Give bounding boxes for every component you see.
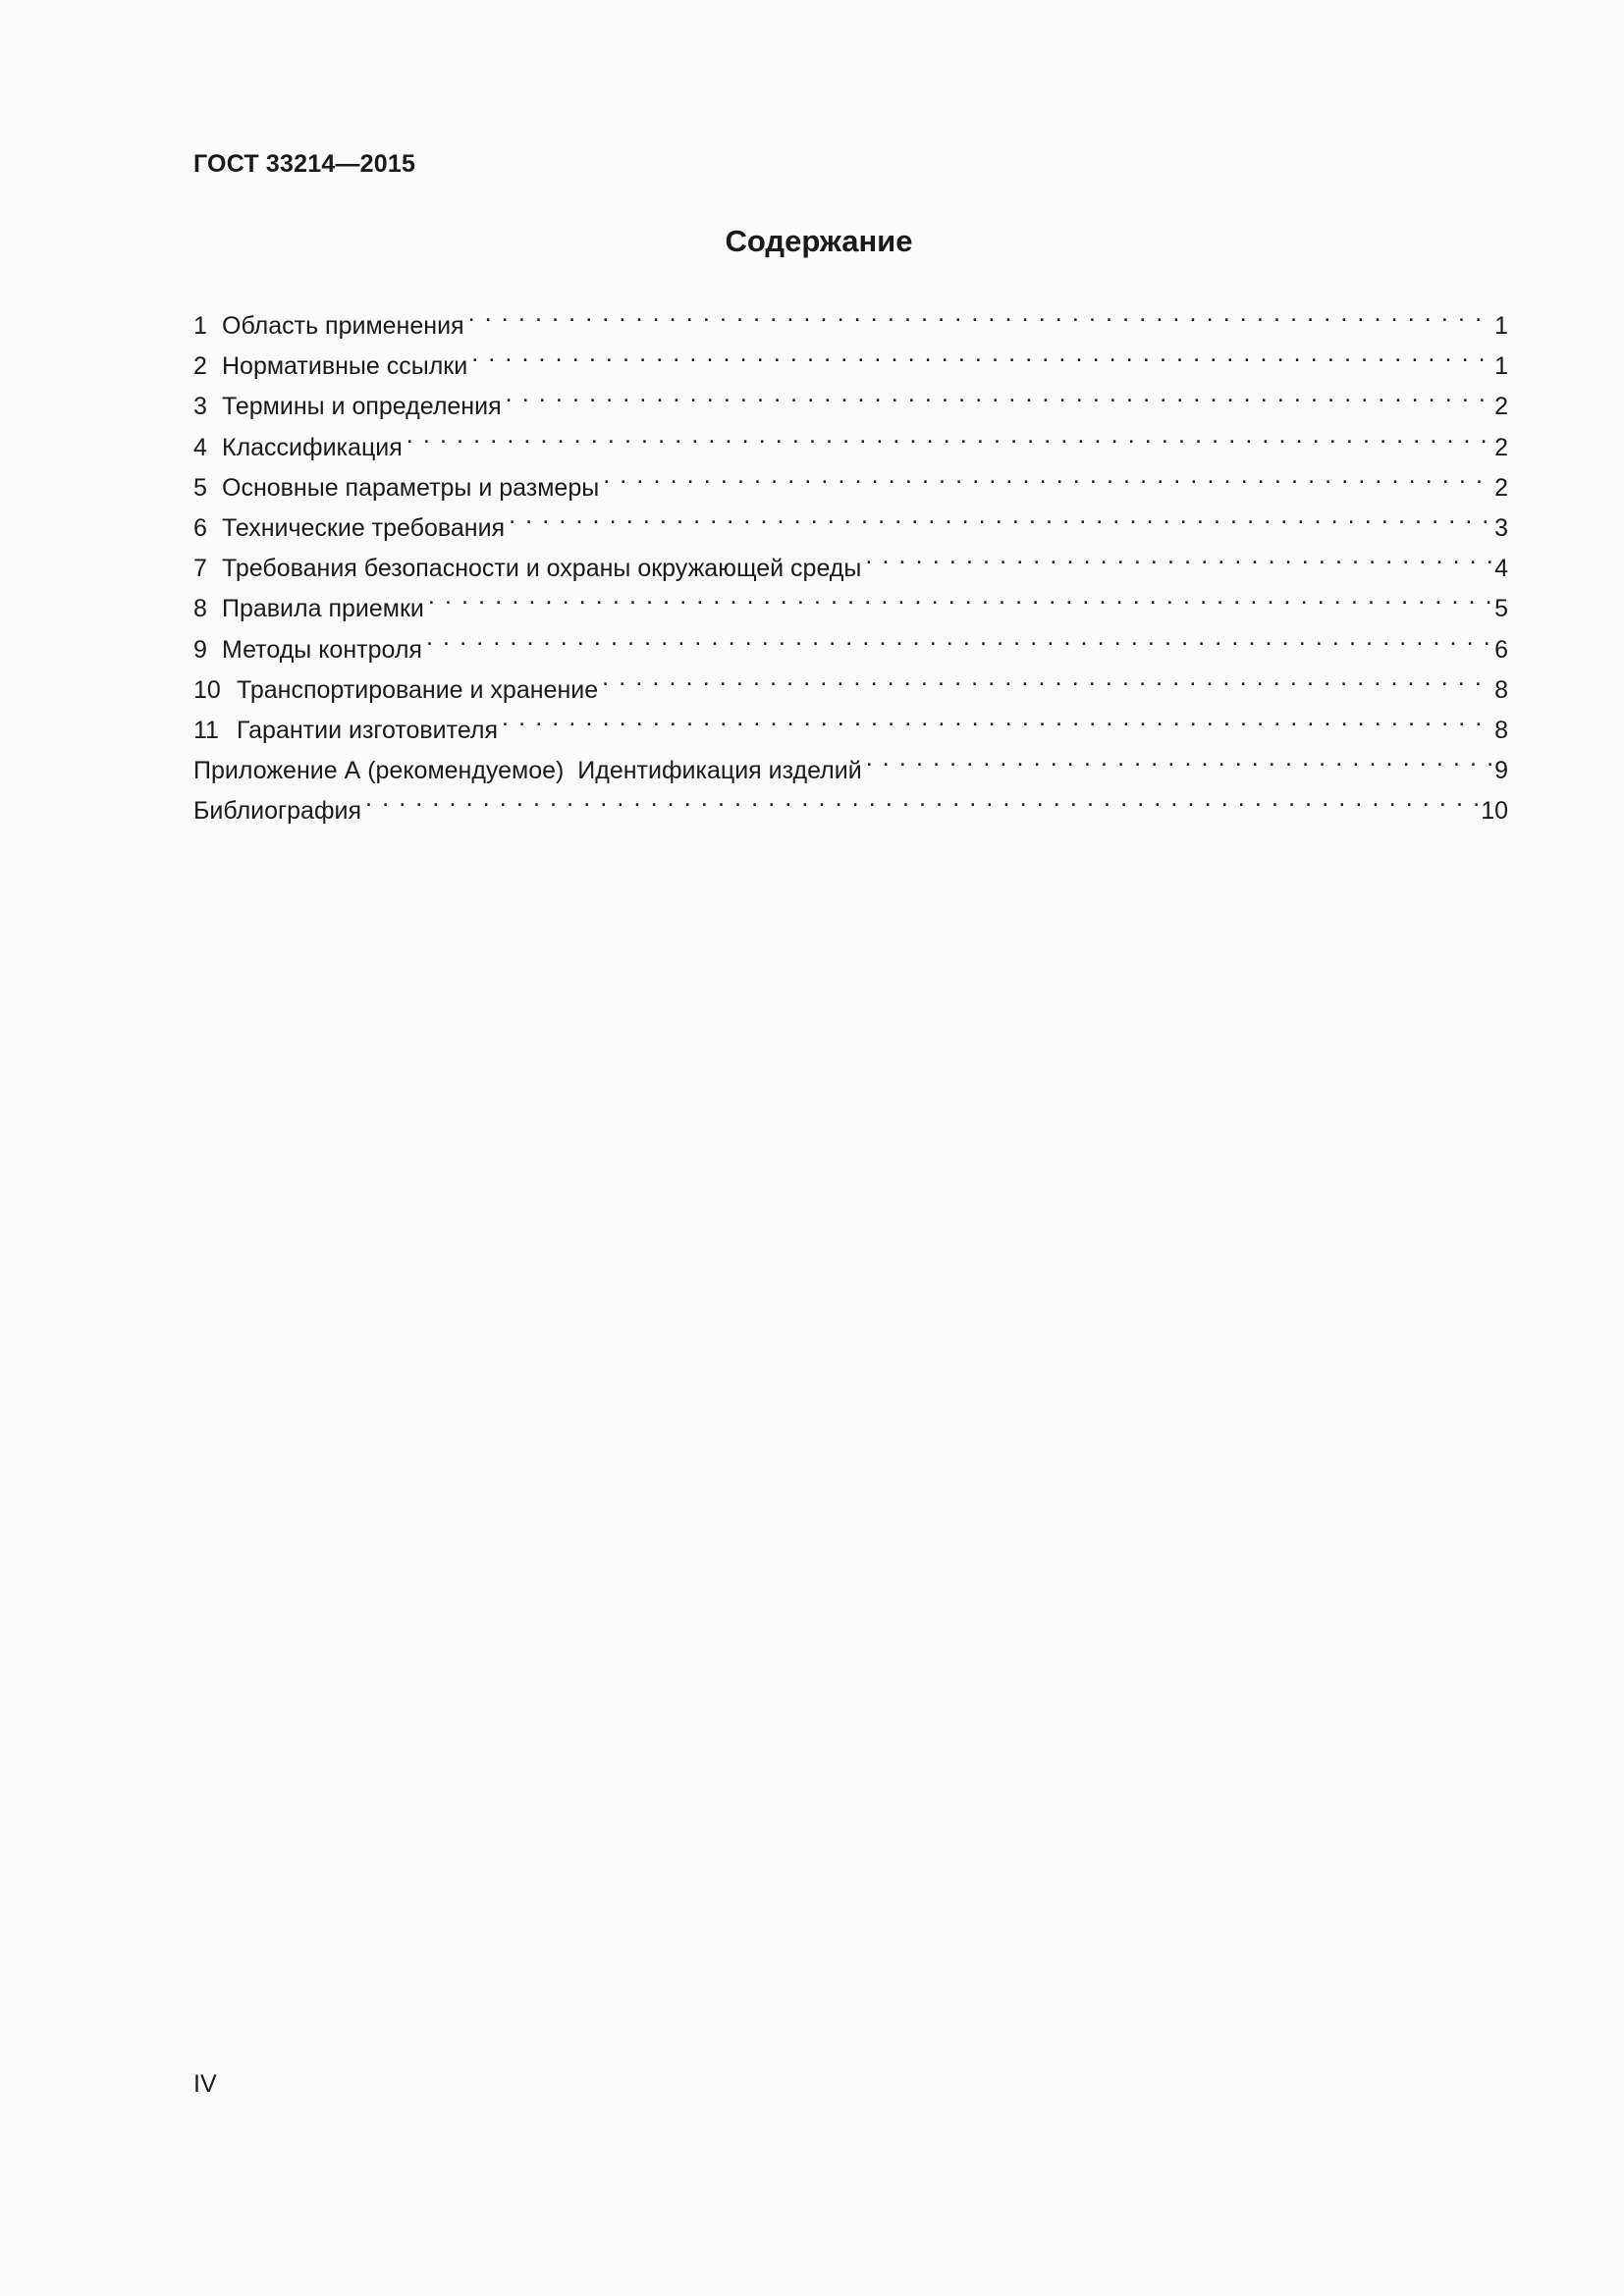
toc-item-label: Транспортирование и хранение [237, 675, 599, 704]
toc-leader-dots [502, 698, 1492, 738]
page-number: IV [193, 2070, 217, 2098]
toc-leader-dots [865, 536, 1492, 576]
toc-item-page: 3 [1494, 513, 1508, 542]
toc-leader-dots [603, 455, 1492, 496]
toc-leader-dots [509, 496, 1492, 536]
table-of-contents [193, 294, 1508, 826]
toc-item-label: Термины и определения [222, 393, 502, 421]
toc-item-number: 11 [193, 716, 219, 744]
toc-item-scope[interactable] [193, 294, 1508, 340]
toc-item-number: 6 [193, 513, 207, 542]
toc-item-page: 4 [1494, 555, 1508, 583]
toc-item-page: 2 [1494, 473, 1508, 502]
toc-item-number: 7 [193, 555, 207, 583]
toc-item-page: 2 [1494, 393, 1508, 421]
toc-item-number: 1 [193, 312, 207, 340]
toc-leader-dots [426, 617, 1492, 658]
toc-item-label: Гарантии изготовителя [237, 716, 499, 744]
toc-title: Содержание [725, 224, 913, 258]
toc-item-page: 1 [1494, 312, 1508, 340]
toc-leader-dots [506, 374, 1492, 414]
document-code: ГОСТ 33214—2015 [193, 150, 416, 178]
toc-item-page: 2 [1494, 433, 1508, 461]
toc-item-page: 5 [1494, 595, 1508, 623]
toc-leader-dots [866, 738, 1492, 778]
toc-leader-dots [602, 658, 1492, 698]
toc-item-label: Библиография [193, 797, 362, 826]
toc-item-number: 5 [193, 473, 207, 502]
toc-item-number: 10 [193, 675, 221, 704]
toc-item-page: 8 [1494, 675, 1508, 704]
toc-item-label: Основные параметры и размеры [222, 473, 600, 502]
toc-item-label: Нормативные ссылки [222, 352, 468, 381]
toc-item-page: 10 [1481, 797, 1508, 826]
toc-leader-dots [471, 334, 1492, 374]
toc-leader-dots [406, 415, 1492, 455]
toc-item-number: 4 [193, 433, 207, 461]
toc-item-label: Методы контроля [222, 635, 422, 664]
toc-item-label: Технические требования [222, 513, 506, 542]
toc-item-page: 6 [1494, 635, 1508, 664]
toc-item-bibliography[interactable] [193, 778, 1508, 826]
toc-leader-dots [428, 576, 1492, 616]
toc-leader-dots [468, 294, 1493, 334]
toc-leader-dots [365, 778, 1479, 819]
toc-item-page: 1 [1494, 352, 1508, 381]
toc-item-page: 9 [1494, 757, 1508, 785]
toc-item-label: Классификация [222, 433, 403, 461]
toc-item-page: 8 [1494, 716, 1508, 744]
toc-item-label: Область применения [222, 312, 464, 340]
toc-item-number: 3 [193, 393, 207, 421]
toc-item-label: Правила приемки [222, 595, 424, 623]
toc-item-number: 8 [193, 595, 207, 623]
toc-item-number: 2 [193, 352, 207, 381]
toc-item-label: Приложение А (рекомендуемое) Идентификация изделий [193, 757, 862, 785]
toc-item-label: Требования безопасности и охраны окружающей среды [222, 555, 862, 583]
toc-item-number: 9 [193, 635, 207, 664]
